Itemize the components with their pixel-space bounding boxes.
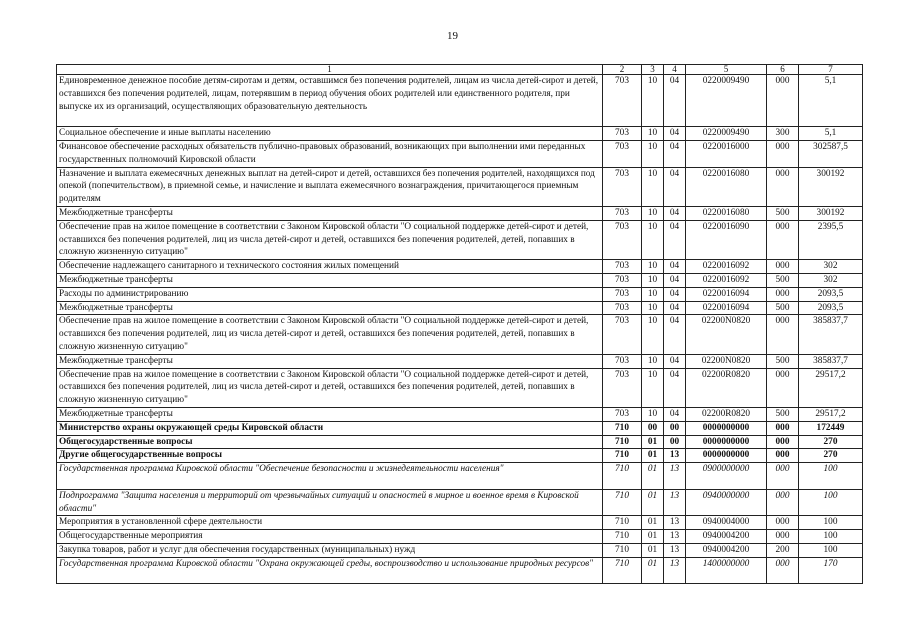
row-col2-cell: 710: [603, 530, 642, 544]
row-col6-cell: 000: [767, 463, 799, 490]
row-col6-cell: 000: [767, 287, 799, 301]
row-col6-cell: 000: [767, 315, 799, 354]
row-name-cell: Подпрограмма "Защита населения и территорий от чрезвычайных ситуаций и опасностей в мирное и военное время в Кировской области": [57, 489, 603, 516]
row-col6-cell: 000: [767, 435, 799, 449]
row-col7-cell: 29517,2: [799, 368, 863, 407]
row-col5-cell: 0900000000: [686, 463, 767, 490]
row-col4-cell: 13: [664, 557, 686, 584]
table-row: [57, 489, 863, 516]
row-col7-cell: 2395,5: [799, 220, 863, 259]
table-row: [57, 140, 863, 167]
table-row: [57, 206, 863, 220]
row-col6-cell: 000: [767, 220, 799, 259]
header-col-3: 3: [642, 65, 664, 75]
row-col6-cell: 000: [767, 449, 799, 463]
row-col6-cell: 500: [767, 301, 799, 315]
row-col5-cell: 02200N0820: [686, 315, 767, 354]
table-row: [57, 220, 863, 259]
row-col5-cell: 0000000000: [686, 449, 767, 463]
table-row: [57, 315, 863, 354]
row-col3-cell: 10: [642, 220, 664, 259]
row-col7-cell: 385837,7: [799, 354, 863, 368]
row-col7-cell: 100: [799, 489, 863, 516]
row-name-cell: Назначение и выплата ежемесячных денежных выплат на детей-сирот и детей, оставшихся без попечения родителей, находящихся под опекой (попечительством), в приемной семье, и начисление и выплата ежемесячного вознаграждения, причитающегося приемным родителям: [57, 167, 603, 206]
row-col5-cell: 0220016000: [686, 140, 767, 167]
row-col6-cell: 500: [767, 354, 799, 368]
page-number: 19: [447, 30, 458, 42]
row-col7-cell: 385837,7: [799, 315, 863, 354]
row-col5-cell: 0220016092: [686, 260, 767, 274]
row-name-cell: Закупка товаров, работ и услуг для обеспечения государственных (муниципальных) нужд: [57, 543, 603, 557]
row-col7-cell: 29517,2: [799, 407, 863, 421]
row-col2-cell: 703: [603, 315, 642, 354]
row-col3-cell: 10: [642, 368, 664, 407]
table-row: [57, 167, 863, 206]
row-col7-cell: 100: [799, 463, 863, 490]
table-header-row: [57, 65, 863, 75]
row-col3-cell: 01: [642, 435, 664, 449]
row-col3-cell: 01: [642, 543, 664, 557]
row-name-cell: Общегосударственные вопросы: [57, 435, 603, 449]
row-col2-cell: 703: [603, 407, 642, 421]
table-row: [57, 557, 863, 584]
row-col3-cell: 10: [642, 354, 664, 368]
table-row: [57, 368, 863, 407]
row-name-cell: Межбюджетные трансферты: [57, 407, 603, 421]
row-name-cell: Межбюджетные трансферты: [57, 273, 603, 287]
row-col4-cell: 04: [664, 140, 686, 167]
row-col6-cell: 000: [767, 421, 799, 435]
row-col6-cell: 000: [767, 167, 799, 206]
row-col3-cell: 00: [642, 421, 664, 435]
row-col2-cell: 710: [603, 557, 642, 584]
row-col5-cell: 02200R0820: [686, 407, 767, 421]
table-row: [57, 543, 863, 557]
row-col4-cell: 04: [664, 287, 686, 301]
row-col6-cell: 300: [767, 127, 799, 141]
row-name-cell: Государственная программа Кировской области "Обеспечение безопасности и жизнедеятельности населения": [57, 463, 603, 490]
row-col5-cell: 0220016080: [686, 206, 767, 220]
row-col5-cell: 0220016092: [686, 273, 767, 287]
row-col3-cell: 10: [642, 260, 664, 274]
header-col-2: 2: [603, 65, 642, 75]
row-col5-cell: 0940000000: [686, 489, 767, 516]
row-col4-cell: 04: [664, 127, 686, 141]
row-col4-cell: 04: [664, 273, 686, 287]
row-col4-cell: 04: [664, 220, 686, 259]
row-col5-cell: 02200N0820: [686, 354, 767, 368]
row-col2-cell: 710: [603, 421, 642, 435]
row-col4-cell: 04: [664, 407, 686, 421]
row-col7-cell: 302: [799, 273, 863, 287]
row-col4-cell: 04: [664, 301, 686, 315]
row-col7-cell: 5,1: [799, 75, 863, 127]
row-col2-cell: 703: [603, 368, 642, 407]
row-col3-cell: 01: [642, 530, 664, 544]
row-col3-cell: 10: [642, 273, 664, 287]
budget-table: [56, 64, 863, 584]
row-col4-cell: 13: [664, 449, 686, 463]
row-col7-cell: 5,1: [799, 127, 863, 141]
row-col2-cell: 710: [603, 463, 642, 490]
table-row: [57, 463, 863, 490]
row-col5-cell: 0000000000: [686, 435, 767, 449]
row-col4-cell: 13: [664, 516, 686, 530]
table-row: [57, 75, 863, 127]
row-col7-cell: 300192: [799, 167, 863, 206]
table-row: [57, 301, 863, 315]
row-name-cell: Общегосударственные мероприятия: [57, 530, 603, 544]
row-col3-cell: 01: [642, 449, 664, 463]
row-col3-cell: 01: [642, 463, 664, 490]
row-col6-cell: 000: [767, 75, 799, 127]
row-col4-cell: 04: [664, 260, 686, 274]
table-row: [57, 516, 863, 530]
row-col2-cell: 710: [603, 435, 642, 449]
table-row: [57, 530, 863, 544]
row-col6-cell: 000: [767, 530, 799, 544]
row-col2-cell: 703: [603, 127, 642, 141]
row-col2-cell: 703: [603, 287, 642, 301]
row-col2-cell: 710: [603, 489, 642, 516]
row-col3-cell: 10: [642, 315, 664, 354]
row-col7-cell: 100: [799, 516, 863, 530]
table-row: [57, 435, 863, 449]
table-body: [57, 75, 863, 584]
row-name-cell: Межбюджетные трансферты: [57, 206, 603, 220]
row-col6-cell: 000: [767, 489, 799, 516]
row-name-cell: Обеспечение прав на жилое помещение в соответствии с Законом Кировской области "О социальной поддержке детей-сирот и детей, оставшихся без попечения родителей, лиц из числа детей-сирот и детей, оставшихся без попечения родителей, детей, попавших в сложную жизненную ситуацию": [57, 315, 603, 354]
row-name-cell: Финансовое обеспечение расходных обязательств публично-правовых образований, возникающих при выполнении ими переданных государственных полномочий Кировской области: [57, 140, 603, 167]
row-col2-cell: 703: [603, 220, 642, 259]
table-row: [57, 407, 863, 421]
row-col6-cell: 000: [767, 260, 799, 274]
row-name-cell: Расходы по администрированию: [57, 287, 603, 301]
row-col3-cell: 01: [642, 557, 664, 584]
row-name-cell: Единовременное денежное пособие детям-сиротам и детям, оставшимся без попечения родителей, лицам из числа детей-сирот и детей, оставшихся без попечения родителей, лицам, потерявшим в период обучения обоих родителей или единственного родителя, при выпуске их из организаций, осуществляющих образовательную деятельность: [57, 75, 603, 127]
table-row: [57, 273, 863, 287]
row-name-cell: Межбюджетные трансферты: [57, 301, 603, 315]
row-col2-cell: 710: [603, 449, 642, 463]
row-col6-cell: 200: [767, 543, 799, 557]
row-name-cell: Другие общегосударственные вопросы: [57, 449, 603, 463]
row-col7-cell: 100: [799, 530, 863, 544]
row-col2-cell: 703: [603, 354, 642, 368]
row-col4-cell: 13: [664, 530, 686, 544]
row-col4-cell: 04: [664, 315, 686, 354]
table-row: [57, 421, 863, 435]
row-col3-cell: 10: [642, 287, 664, 301]
row-col2-cell: 703: [603, 260, 642, 274]
header-col-7: 7: [799, 65, 863, 75]
row-col5-cell: 0220016090: [686, 220, 767, 259]
row-col7-cell: 2093,5: [799, 287, 863, 301]
row-name-cell: Государственная программа Кировской области "Охрана окружающей среды, воспроизводство и использование природных ресурсов": [57, 557, 603, 584]
row-col7-cell: 172449: [799, 421, 863, 435]
row-col4-cell: 00: [664, 435, 686, 449]
table-row: [57, 127, 863, 141]
row-name-cell: Мероприятия в установленной сфере деятельности: [57, 516, 603, 530]
row-col5-cell: 0000000000: [686, 421, 767, 435]
row-col5-cell: 0220009490: [686, 127, 767, 141]
row-col7-cell: 170: [799, 557, 863, 584]
row-name-cell: Министерство охраны окружающей среды Кировской области: [57, 421, 603, 435]
row-name-cell: Обеспечение прав на жилое помещение в соответствии с Законом Кировской области "О социальной поддержке детей-сирот и детей, оставшихся без попечения родителей, лиц из числа детей-сирот и детей, оставшихся без попечения родителей, детей, попавших в сложную жизненную ситуацию": [57, 220, 603, 259]
header-col-4: 4: [664, 65, 686, 75]
row-col2-cell: 703: [603, 206, 642, 220]
row-col5-cell: 1400000000: [686, 557, 767, 584]
row-col2-cell: 703: [603, 167, 642, 206]
row-col6-cell: 500: [767, 407, 799, 421]
row-col3-cell: 10: [642, 127, 664, 141]
row-col2-cell: 710: [603, 516, 642, 530]
row-col4-cell: 13: [664, 543, 686, 557]
row-col3-cell: 10: [642, 75, 664, 127]
row-col3-cell: 10: [642, 167, 664, 206]
row-col4-cell: 00: [664, 421, 686, 435]
row-col6-cell: 000: [767, 140, 799, 167]
row-col4-cell: 13: [664, 489, 686, 516]
row-col7-cell: 300192: [799, 206, 863, 220]
row-col5-cell: 0940004200: [686, 543, 767, 557]
row-col7-cell: 2093,5: [799, 301, 863, 315]
row-col5-cell: 02200R0820: [686, 368, 767, 407]
table-row: [57, 449, 863, 463]
row-col3-cell: 10: [642, 407, 664, 421]
row-col4-cell: 13: [664, 463, 686, 490]
row-col4-cell: 04: [664, 167, 686, 206]
row-col5-cell: 0220016094: [686, 301, 767, 315]
row-col4-cell: 04: [664, 206, 686, 220]
row-col7-cell: 100: [799, 543, 863, 557]
header-col-6: 6: [767, 65, 799, 75]
row-col5-cell: 0220016094: [686, 287, 767, 301]
row-col3-cell: 10: [642, 206, 664, 220]
row-col5-cell: 0220009490: [686, 75, 767, 127]
header-col-5: 5: [686, 65, 767, 75]
row-col5-cell: 0940004200: [686, 530, 767, 544]
row-col4-cell: 04: [664, 75, 686, 127]
row-col6-cell: 000: [767, 557, 799, 584]
row-col2-cell: 703: [603, 75, 642, 127]
row-col3-cell: 01: [642, 516, 664, 530]
row-col3-cell: 10: [642, 301, 664, 315]
row-col2-cell: 703: [603, 273, 642, 287]
row-col4-cell: 04: [664, 368, 686, 407]
row-col3-cell: 01: [642, 489, 664, 516]
row-col6-cell: 500: [767, 206, 799, 220]
header-col-1: 1: [57, 65, 603, 75]
row-col6-cell: 000: [767, 516, 799, 530]
row-col7-cell: 302: [799, 260, 863, 274]
row-col2-cell: 703: [603, 301, 642, 315]
row-name-cell: Межбюджетные трансферты: [57, 354, 603, 368]
row-col2-cell: 710: [603, 543, 642, 557]
row-col6-cell: 500: [767, 273, 799, 287]
row-col7-cell: 270: [799, 435, 863, 449]
table-row: [57, 260, 863, 274]
row-col2-cell: 703: [603, 140, 642, 167]
row-col7-cell: 302587,5: [799, 140, 863, 167]
row-name-cell: Обеспечение надлежащего санитарного и технического состояния жилых помещений: [57, 260, 603, 274]
table-row: [57, 287, 863, 301]
table-row: [57, 354, 863, 368]
row-name-cell: Обеспечение прав на жилое помещение в соответствии с Законом Кировской области "О социальной поддержке детей-сирот и детей, оставшихся без попечения родителей, лиц из числа детей-сирот и детей, оставшихся без попечения родителей, детей, попавших в сложную жизненную ситуацию": [57, 368, 603, 407]
row-col4-cell: 04: [664, 354, 686, 368]
row-name-cell: Социальное обеспечение и иные выплаты населению: [57, 127, 603, 141]
row-col6-cell: 000: [767, 368, 799, 407]
row-col3-cell: 10: [642, 140, 664, 167]
row-col5-cell: 0220016080: [686, 167, 767, 206]
row-col5-cell: 0940004000: [686, 516, 767, 530]
row-col7-cell: 270: [799, 449, 863, 463]
